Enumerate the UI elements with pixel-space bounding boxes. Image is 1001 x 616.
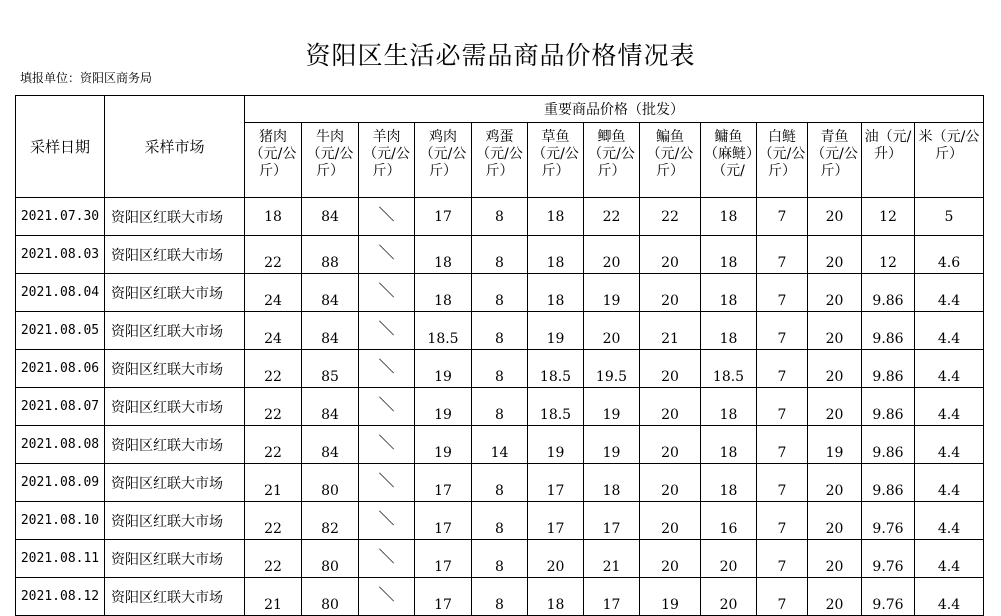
price-cell: 19: [528, 426, 584, 464]
price-cell: 8: [472, 236, 528, 274]
price-cell: 19: [584, 388, 640, 426]
price-cell: 8: [472, 274, 528, 312]
price-cell: 18.5: [415, 312, 472, 350]
header-item: 猪肉（元/公斤）: [245, 123, 302, 198]
price-cell: 18: [245, 198, 302, 236]
price-cell: 8: [472, 350, 528, 388]
price-cell: 20: [808, 350, 862, 388]
price-cell: 4.6: [915, 236, 984, 274]
price-cell: 20: [808, 464, 862, 502]
price-cell: 22: [245, 540, 302, 578]
price-cell: 9.86: [862, 274, 915, 312]
date-cell: 2021.08.05: [16, 312, 105, 350]
price-cell: 7: [757, 274, 808, 312]
price-cell: 17: [528, 464, 584, 502]
price-cell: ＼: [359, 464, 415, 502]
price-cell: 18: [701, 236, 757, 274]
price-cell: ＼: [359, 312, 415, 350]
price-table: [15, 95, 984, 616]
price-cell: 84: [302, 198, 359, 236]
market-cell: 资阳区红联大市场: [105, 312, 245, 350]
table-row: [16, 274, 984, 312]
price-cell: 7: [757, 312, 808, 350]
market-cell: 资阳区红联大市场: [105, 464, 245, 502]
price-cell: 12: [862, 236, 915, 274]
price-cell: 4.4: [915, 312, 984, 350]
price-cell: 20: [808, 312, 862, 350]
price-cell: 8: [472, 388, 528, 426]
price-cell: 19: [808, 426, 862, 464]
table-row: [16, 540, 984, 578]
price-cell: 20: [640, 350, 701, 388]
date-cell: 2021.08.09: [16, 464, 105, 502]
price-cell: 21: [640, 312, 701, 350]
price-cell: 18.5: [701, 350, 757, 388]
market-cell: 资阳区红联大市场: [105, 426, 245, 464]
price-cell: 8: [472, 578, 528, 616]
date-cell: 2021.08.07: [16, 388, 105, 426]
price-cell: 22: [245, 502, 302, 540]
price-cell: 24: [245, 312, 302, 350]
price-cell: 20: [701, 578, 757, 616]
price-cell: 18: [701, 274, 757, 312]
table-row: [16, 388, 984, 426]
price-cell: 4.4: [915, 350, 984, 388]
date-cell: 2021.08.08: [16, 426, 105, 464]
price-cell: 7: [757, 350, 808, 388]
header-item: 鳊鱼（元/公斤）: [640, 123, 701, 198]
price-cell: ＼: [359, 426, 415, 464]
table-row: [16, 502, 984, 540]
price-cell: 4.4: [915, 274, 984, 312]
header-item: 米（元/公斤）: [915, 123, 984, 198]
table-row: [16, 464, 984, 502]
price-cell: 4.4: [915, 426, 984, 464]
price-cell: 5: [915, 198, 984, 236]
price-cell: 20: [640, 236, 701, 274]
market-cell: 资阳区红联大市场: [105, 198, 245, 236]
table-row: [16, 578, 984, 616]
price-cell: 20: [808, 236, 862, 274]
price-cell: 20: [640, 502, 701, 540]
price-cell: 18.5: [528, 350, 584, 388]
price-cell: ＼: [359, 198, 415, 236]
price-cell: 9.86: [862, 464, 915, 502]
price-cell: 7: [757, 236, 808, 274]
price-cell: 18.5: [528, 388, 584, 426]
price-cell: 22: [245, 388, 302, 426]
price-cell: 22: [245, 426, 302, 464]
price-cell: 20: [640, 464, 701, 502]
price-cell: 17: [415, 578, 472, 616]
reporting-unit: 填报单位：资阳区商务局: [20, 71, 153, 85]
price-cell: 4.4: [915, 578, 984, 616]
price-cell: 17: [584, 578, 640, 616]
header-market: 采样市场: [105, 96, 245, 198]
price-cell: ＼: [359, 540, 415, 578]
header-item: 油（元/升）: [862, 123, 915, 198]
price-cell: 20: [584, 312, 640, 350]
price-cell: 20: [808, 502, 862, 540]
price-cell: 24: [245, 274, 302, 312]
market-cell: 资阳区红联大市场: [105, 540, 245, 578]
date-cell: 2021.07.30: [16, 198, 105, 236]
price-cell: 4.4: [915, 540, 984, 578]
price-cell: 4.4: [915, 388, 984, 426]
price-cell: ＼: [359, 502, 415, 540]
header-item: 鸡蛋（元/公斤）: [472, 123, 528, 198]
price-cell: 88: [302, 236, 359, 274]
price-cell: 19: [584, 426, 640, 464]
price-cell: 80: [302, 578, 359, 616]
price-cell: 8: [472, 540, 528, 578]
price-cell: 22: [245, 350, 302, 388]
header-item: 羊肉（元/公斤）: [359, 123, 415, 198]
price-cell: 84: [302, 312, 359, 350]
header-group: 重要商品价格（批发）: [245, 96, 984, 123]
market-cell: 资阳区红联大市场: [105, 578, 245, 616]
price-cell: 19: [640, 578, 701, 616]
date-cell: 2021.08.04: [16, 274, 105, 312]
price-cell: 7: [757, 388, 808, 426]
price-cell: 8: [472, 312, 528, 350]
price-cell: 22: [584, 198, 640, 236]
price-cell: 18: [701, 312, 757, 350]
price-cell: 20: [808, 274, 862, 312]
price-cell: ＼: [359, 350, 415, 388]
price-cell: 7: [757, 198, 808, 236]
market-cell: 资阳区红联大市场: [105, 274, 245, 312]
table-row: [16, 350, 984, 388]
price-cell: 17: [415, 198, 472, 236]
price-cell: 22: [640, 198, 701, 236]
price-cell: 18: [701, 464, 757, 502]
market-cell: 资阳区红联大市场: [105, 388, 245, 426]
price-cell: 16: [701, 502, 757, 540]
price-cell: 8: [472, 198, 528, 236]
price-cell: 9.76: [862, 502, 915, 540]
price-cell: 18: [584, 464, 640, 502]
header-item: 牛肉（元/公斤）: [302, 123, 359, 198]
price-cell: 20: [808, 578, 862, 616]
price-cell: 9.86: [862, 388, 915, 426]
price-cell: 17: [415, 502, 472, 540]
price-cell: 84: [302, 426, 359, 464]
price-cell: 18: [528, 236, 584, 274]
price-cell: 17: [415, 540, 472, 578]
price-cell: 80: [302, 464, 359, 502]
page-title: 资阳区生活必需品商品价格情况表: [305, 41, 696, 70]
price-cell: 19: [528, 312, 584, 350]
header-date: 采样日期: [16, 96, 105, 198]
price-cell: 18: [415, 236, 472, 274]
price-cell: 18: [701, 426, 757, 464]
header-item: 鲫鱼（元/公斤）: [584, 123, 640, 198]
date-cell: 2021.08.06: [16, 350, 105, 388]
price-cell: 9.76: [862, 540, 915, 578]
price-cell: 20: [808, 198, 862, 236]
price-cell: 85: [302, 350, 359, 388]
price-cell: 20: [640, 540, 701, 578]
price-cell: 7: [757, 578, 808, 616]
price-cell: 4.4: [915, 464, 984, 502]
table-row: [16, 236, 984, 274]
price-cell: 7: [757, 426, 808, 464]
price-cell: 9.86: [862, 312, 915, 350]
price-cell: 12: [862, 198, 915, 236]
price-cell: 84: [302, 388, 359, 426]
price-cell: 7: [757, 464, 808, 502]
price-cell: 21: [245, 578, 302, 616]
price-cell: 4.4: [915, 502, 984, 540]
date-cell: 2021.08.12: [16, 578, 105, 616]
price-cell: 9.86: [862, 426, 915, 464]
date-cell: 2021.08.03: [16, 236, 105, 274]
price-cell: 20: [640, 388, 701, 426]
date-cell: 2021.08.11: [16, 540, 105, 578]
price-cell: 18: [528, 274, 584, 312]
market-cell: 资阳区红联大市场: [105, 236, 245, 274]
date-cell: 2021.08.10: [16, 502, 105, 540]
header-item: 白鲢（元/公斤）: [757, 123, 808, 198]
price-cell: 21: [245, 464, 302, 502]
header-item: 鳙鱼（麻鲢）（元/: [701, 123, 757, 198]
price-cell: 20: [584, 236, 640, 274]
price-cell: 17: [584, 502, 640, 540]
price-cell: 80: [302, 540, 359, 578]
price-cell: 82: [302, 502, 359, 540]
price-cell: 20: [701, 540, 757, 578]
price-cell: 18: [701, 388, 757, 426]
table-row: [16, 198, 984, 236]
market-cell: 资阳区红联大市场: [105, 502, 245, 540]
price-cell: 8: [472, 464, 528, 502]
price-cell: ＼: [359, 274, 415, 312]
price-cell: 8: [472, 502, 528, 540]
price-cell: 9.86: [862, 350, 915, 388]
price-cell: 18: [528, 198, 584, 236]
price-cell: 20: [808, 388, 862, 426]
price-cell: 18: [701, 198, 757, 236]
price-cell: 19.5: [584, 350, 640, 388]
price-cell: ＼: [359, 578, 415, 616]
header-item: 草鱼（元/公斤）: [528, 123, 584, 198]
price-cell: 21: [584, 540, 640, 578]
price-cell: 84: [302, 274, 359, 312]
price-cell: 19: [415, 350, 472, 388]
price-cell: 20: [528, 540, 584, 578]
price-cell: 19: [584, 274, 640, 312]
price-cell: 17: [528, 502, 584, 540]
table-row: [16, 426, 984, 464]
header-item: 青鱼（元/公斤）: [808, 123, 862, 198]
price-cell: ＼: [359, 388, 415, 426]
price-cell: 14: [472, 426, 528, 464]
price-cell: 7: [757, 502, 808, 540]
price-cell: ＼: [359, 236, 415, 274]
table-row: [16, 312, 984, 350]
header-item: 鸡肉（元/公斤）: [415, 123, 472, 198]
price-cell: 7: [757, 540, 808, 578]
price-cell: 20: [640, 426, 701, 464]
price-cell: 19: [415, 426, 472, 464]
price-cell: 18: [528, 578, 584, 616]
price-cell: 9.76: [862, 578, 915, 616]
price-cell: 17: [415, 464, 472, 502]
market-cell: 资阳区红联大市场: [105, 350, 245, 388]
price-cell: 18: [415, 274, 472, 312]
price-cell: 20: [640, 274, 701, 312]
price-cell: 22: [245, 236, 302, 274]
price-cell: 20: [808, 540, 862, 578]
table-body: [16, 198, 984, 616]
price-cell: 19: [415, 388, 472, 426]
